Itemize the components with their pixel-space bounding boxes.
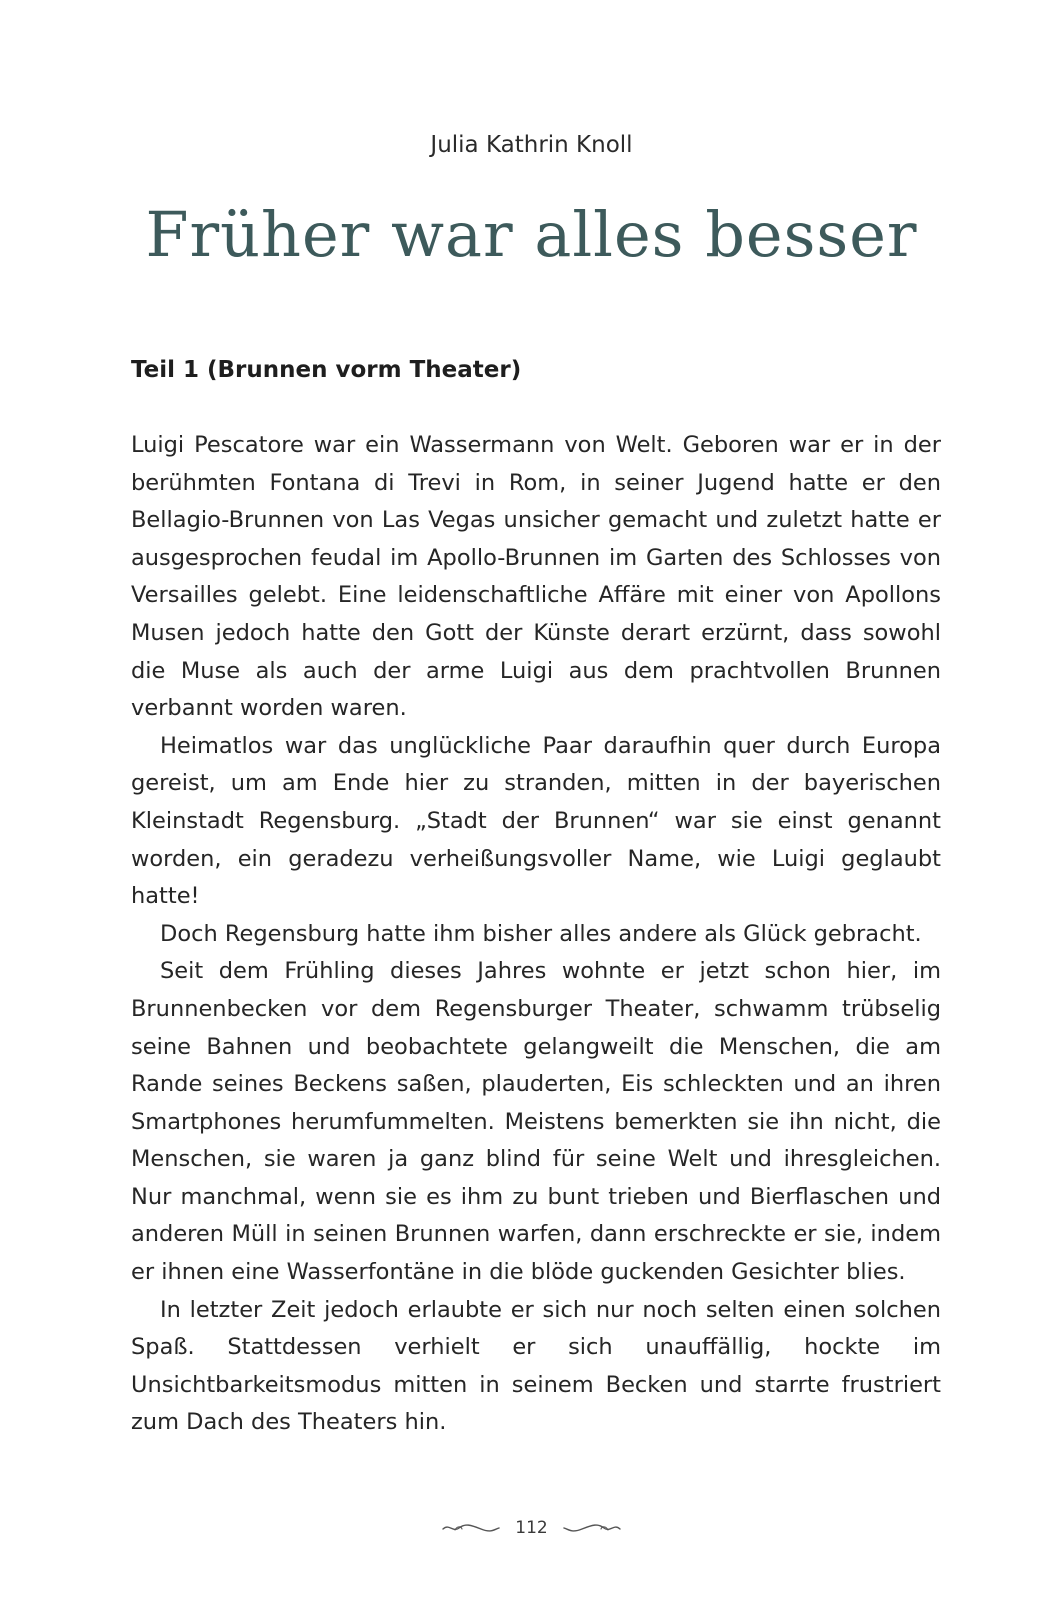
paragraph: In letzter Zeit jedoch erlaubte er sich nur noch selten einen solchen Spaß. Stattdessen verhielt er sich unauffällig, hockte im Unsichtbarkeitsmodus mitten in seinem Becken und starrte frustriert zum Dach des Theaters hin. [131, 1296, 941, 1436]
author-name: Julia Kathrin Knoll [430, 132, 633, 158]
body-text [131, 427, 941, 1442]
section-heading: Teil 1 (Brunnen vorm Theater) [131, 357, 522, 383]
paragraph: Doch Regensburg hatte ihm bisher alles andere als Glück gebracht. [160, 920, 922, 947]
paragraph: Heimatlos war das unglückliche Paar daraufhin quer durch Europa gereist, um am Ende hier zu stranden, mitten in der bayerischen Kleinstadt Regensburg. „Stadt der Brunnen“ war sie einst genannt worden, ein geradezu verheißungsvoller Name, wie Luigi geglaubt hatte! [131, 732, 941, 910]
swirl-ornament-right-icon [562, 1521, 622, 1535]
chapter-title: Früher war alles besser [145, 198, 918, 271]
page-footer [0, 1518, 1063, 1538]
paragraph: Seit dem Frühling dieses Jahres wohnte er jetzt schon hier, im Brunnenbecken vor dem Regensburger Theater, schwamm trübselig seine Bahnen und beobachtete gelangweilt die Menschen, die am Rande seines Beckens saßen, plauderten, Eis schleckten und an ihren Smartphones herumfummelten. Meistens bemerkten sie ihn nicht, die Menschen, sie waren ja ganz blind für seine Welt und ihresgleichen. Nur manchmal, wenn sie es ihm zu bunt trieben und Bierflaschen und anderen Müll in seinen Brunnen warfen, dann erschreckte er sie, indem er ihnen eine Wasserfontäne in die blöde guckenden Gesichter blies. [131, 958, 941, 1286]
swirl-ornament-left-icon [441, 1521, 501, 1535]
page-number: 112 [515, 1518, 548, 1538]
paragraph: Luigi Pescatore war ein Wassermann von Welt. Geboren war er in der berühmten Fontana di Trevi in Rom, in seiner Jugend hatte er den Bellagio-Brunnen von Las Vegas unsicher gemacht und zuletzt hatte er ausgesprochen feudal im Apollo-Brunnen im Garten des Schlosses von Versailles gelebt. Eine leidenschaftliche Affäre mit einer von Apollons Musen jedoch hatte den Gott der Künste derart erzürnt, dass sowohl die Muse als auch der arme Luigi aus dem prachtvollen Brunnen verbannt worden waren. [131, 432, 941, 722]
